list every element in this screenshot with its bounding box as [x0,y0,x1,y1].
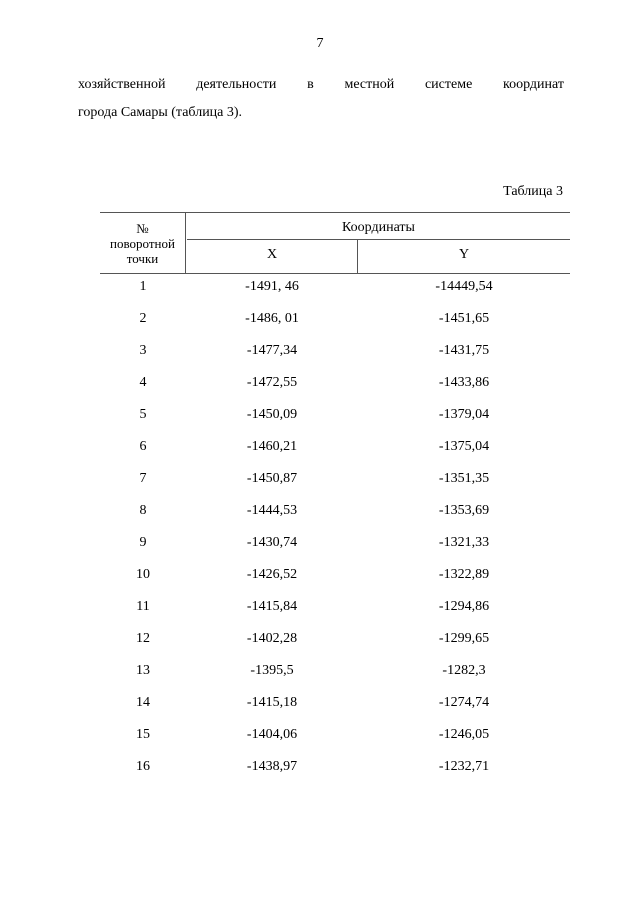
y-coordinate-cell: -1246,05 [438,727,490,742]
paragraph-word: местной [344,77,395,92]
table-row [100,593,570,625]
table-header [100,212,570,274]
table-row [100,561,570,593]
point-number-cell: 6 [139,439,147,454]
table-row [100,305,570,337]
table-row [100,721,570,753]
header-x: X [187,240,358,273]
paragraph-line-1 [78,71,564,99]
x-coordinate-cell: -1404,06 [246,727,298,742]
point-number-cell: 12 [136,631,150,646]
point-number-cell: 8 [139,503,147,518]
y-coordinate-cell: -1353,69 [438,503,490,518]
point-number-cell: 5 [139,407,147,422]
table-row [100,689,570,721]
y-coordinate-cell: -1433,86 [438,375,490,390]
point-number-cell: 14 [136,695,150,710]
point-number-cell: 11 [136,599,150,614]
point-number-cell: 10 [136,567,150,582]
paragraph-word: в [307,77,314,92]
y-coordinate-cell: -1451,65 [438,311,490,326]
point-number-cell: 7 [139,471,147,486]
x-coordinate-cell: -1438,97 [246,759,298,774]
paragraph-word: хозяйственной [78,77,166,92]
table-row [100,273,570,305]
point-number-cell: 15 [136,727,150,742]
point-number-cell: 4 [139,375,147,390]
table-row [100,433,570,465]
x-coordinate-cell: -1402,28 [246,631,298,646]
y-coordinate-cell: -1232,71 [438,759,490,774]
table-row [100,465,570,497]
x-coordinate-cell: -1444,53 [246,503,298,518]
paragraph-line-2: города Самары (таблица 3). [78,105,243,120]
table-row [100,401,570,433]
point-number-cell: 9 [139,535,147,550]
header-point-number [100,213,186,273]
x-coordinate-cell: -1486, 01 [245,311,299,326]
table-caption: Таблица 3 [503,184,563,199]
table-row [100,753,570,785]
header-y: Y [458,247,470,262]
y-coordinate-cell: -1322,89 [438,567,490,582]
x-coordinate-cell: -1477,34 [246,343,298,358]
point-number-cell: 3 [139,343,147,358]
y-coordinate-cell: -1321,33 [438,535,490,550]
x-coordinate-cell: -1430,74 [246,535,298,550]
table-row [100,497,570,529]
header-number-sign: № [136,221,149,236]
y-coordinate-cell: -1431,75 [438,343,490,358]
y-coordinate-cell: -1299,65 [438,631,490,646]
paragraph-word: деятельности [196,77,277,92]
point-number-cell: 2 [139,311,147,326]
page-number: 7 [316,36,324,51]
table-row [100,625,570,657]
table-row [100,657,570,689]
y-coordinate-cell: -1379,04 [438,407,490,422]
header-coordinates: Координаты [187,213,570,240]
y-coordinate-cell: -1294,86 [438,599,490,614]
table-body [100,273,570,785]
x-coordinate-cell: -1415,18 [246,695,298,710]
y-coordinate-cell: -14449,54 [435,279,493,294]
x-coordinate-cell: -1472,55 [246,375,298,390]
table-row [100,369,570,401]
paragraph-word: системе [424,77,473,92]
y-coordinate-cell: -1274,74 [438,695,490,710]
y-coordinate-cell: -1375,04 [438,439,490,454]
x-coordinate-cell: -1450,87 [246,471,298,486]
header-number-word2: точки [126,251,159,266]
x-coordinate-cell: -1395,5 [250,663,294,678]
y-coordinate-cell: -1351,35 [438,471,490,486]
x-coordinate-cell: -1460,21 [246,439,298,454]
point-number-cell: 16 [136,759,150,774]
x-coordinate-cell: -1450,09 [246,407,298,422]
table-row [100,337,570,369]
point-number-cell: 13 [136,663,150,678]
x-coordinate-cell: -1491, 46 [245,279,299,294]
table-row [100,529,570,561]
x-coordinate-cell: -1415,84 [246,599,298,614]
x-coordinate-cell: -1426,52 [246,567,298,582]
y-coordinate-cell: -1282,3 [442,663,486,678]
paragraph-word: координат [503,77,564,92]
header-number-word1: поворотной [110,236,175,251]
point-number-cell: 1 [139,279,147,294]
